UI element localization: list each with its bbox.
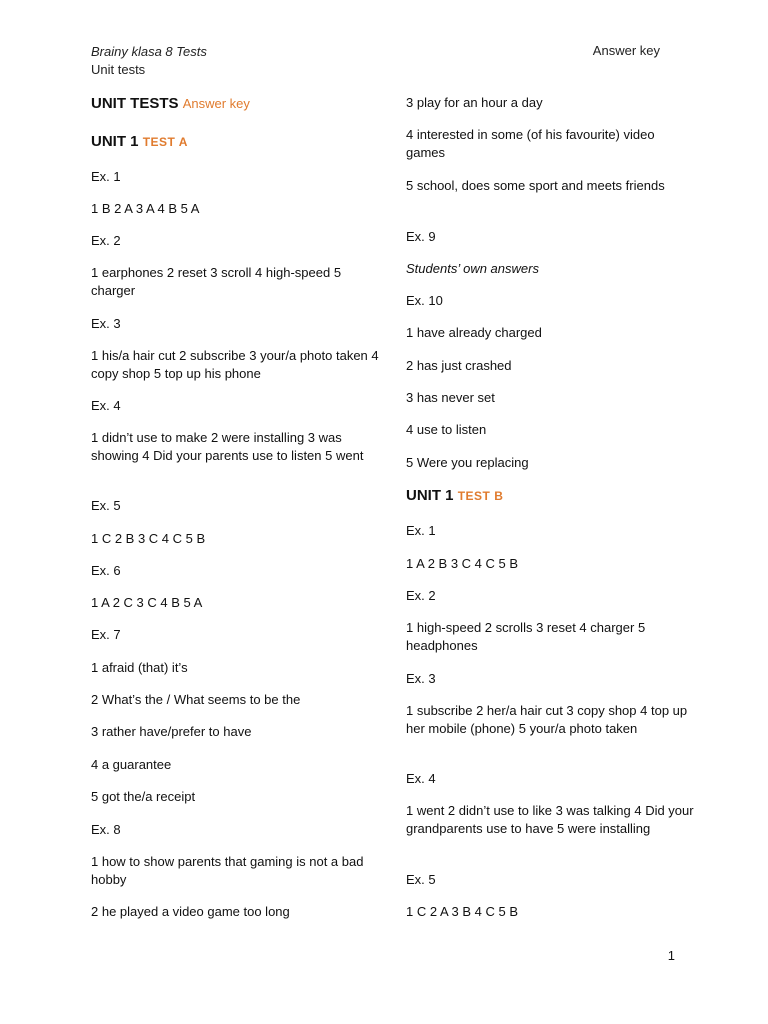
exercise-label: Ex. 8	[91, 822, 121, 837]
answer-text: 4 use to listen	[406, 422, 487, 437]
answer-text: 1 B 2 A 3 A 4 B 5 A	[91, 201, 200, 216]
exercise-label: Ex. 4	[406, 771, 436, 786]
answer-text: 2 he played a video game too long	[91, 904, 290, 919]
exercise-label: Ex. 9	[406, 229, 436, 244]
unit-heading	[91, 133, 381, 151]
answer-text: 5 Were you replacing	[406, 455, 529, 470]
answer-text: 4 a guarantee	[91, 757, 172, 772]
title-accent: Answer key	[182, 96, 250, 111]
exercise-label: Ex. 10	[406, 293, 443, 308]
answer-text: 5 school, does some sport and meets friends	[406, 178, 665, 193]
answer-text: 1 his/a hair cut 2 subscribe 3 your/a photo taken 4 copy shop 5 top up his phone	[91, 348, 379, 381]
answer-text: 2 has just crashed	[406, 358, 512, 373]
unit-label: UNIT 1	[406, 487, 454, 504]
answer-text: 1 how to show parents that gaming is not a bad hobby	[91, 854, 364, 887]
exercise-label: Ex. 6	[91, 563, 121, 578]
running-header-right: Answer key	[592, 43, 660, 58]
answer-text: 1 high-speed 2 scrolls 3 reset 4 charger 5 headphones	[406, 620, 646, 653]
page-title	[91, 95, 381, 113]
answer-text: 1 A 2 C 3 C 4 B 5 A	[91, 595, 203, 610]
answer-text: 3 has never set	[406, 390, 495, 405]
page-number: 1	[667, 948, 675, 963]
exercise-label: Ex. 1	[91, 169, 121, 184]
answer-text: 1 earphones 2 reset 3 scroll 4 high-speed 5 charger	[91, 265, 342, 298]
answer-text: 2 What’s the / What seems to be the	[91, 692, 301, 707]
exercise-label: Ex. 1	[406, 523, 436, 538]
unit-label: UNIT 1	[91, 133, 139, 150]
answer-text: 1 afraid (that) it’s	[91, 660, 188, 675]
answer-text: 3 play for an hour a day	[406, 95, 543, 110]
answer-text: 1 didn’t use to make 2 were installing 3 was showing 4 Did your parents use to listen 5 went	[91, 430, 364, 463]
answer-text: 3 rather have/prefer to have	[91, 724, 252, 739]
answer-text: 1 C 2 B 3 C 4 C 5 B	[91, 531, 206, 546]
exercise-label: Ex. 2	[406, 588, 436, 603]
answer-text: 1 went 2 didn’t use to like 3 was talking 4 Did your grandparents use to have 5 were installing	[406, 803, 694, 836]
exercise-label: Ex. 2	[91, 233, 121, 248]
running-header-left	[91, 43, 207, 79]
test-label: TEST A	[142, 135, 188, 149]
answer-text: 1 C 2 A 3 B 4 C 5 B	[406, 904, 519, 919]
answer-text: 4 interested in some (of his favourite) video games	[406, 127, 655, 160]
exercise-label: Ex. 4	[91, 398, 121, 413]
answer-text: 1 A 2 B 3 C 4 C 5 B	[406, 556, 519, 571]
exercise-label: Ex. 3	[406, 671, 436, 686]
exercise-label: Ex. 3	[91, 316, 121, 331]
test-label: TEST B	[457, 489, 504, 503]
answer-text: 1 have already charged	[406, 325, 542, 340]
answer-text: Students’ own answers	[406, 261, 539, 276]
unit-heading	[406, 487, 696, 505]
section-title: Unit tests	[91, 62, 146, 77]
exercise-label: Ex. 5	[91, 498, 121, 513]
exercise-label: Ex. 5	[406, 872, 436, 887]
answer-text: 1 subscribe 2 her/a hair cut 3 copy shop 4 top up her mobile (phone) 5 your/a photo taken	[406, 703, 688, 736]
exercise-label: Ex. 7	[91, 627, 121, 642]
book-title: Brainy klasa 8 Tests	[91, 44, 207, 59]
answer-text: 5 got the/a receipt	[91, 789, 196, 804]
title-main: UNIT TESTS	[91, 95, 179, 112]
